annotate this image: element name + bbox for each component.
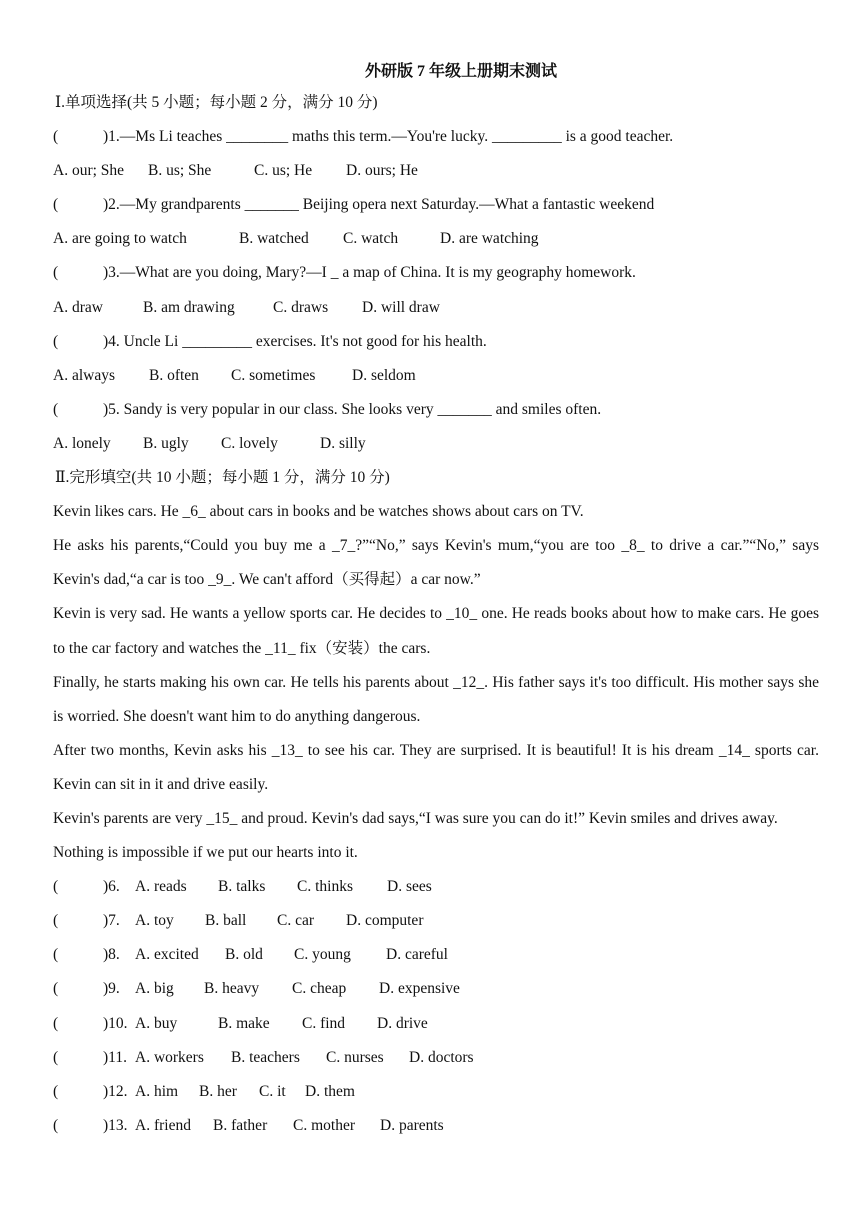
question-7: [53, 904, 819, 938]
option-d: D. will draw: [362, 298, 440, 316]
answer-blank[interactable]: (: [53, 1116, 59, 1134]
question-5-options: [53, 427, 819, 461]
question-number: )9.: [103, 980, 120, 998]
option-b: B. father: [213, 1116, 268, 1134]
option-a: A. always: [53, 366, 115, 384]
option-b: B. old: [225, 946, 263, 964]
option-b: B. ugly: [143, 434, 189, 452]
passage-paragraph: Nothing is impossible if we put our hearts into it.: [53, 844, 358, 862]
option-d: D. expensive: [379, 980, 460, 998]
answer-blank[interactable]: (: [53, 878, 59, 896]
option-d: D. computer: [346, 912, 424, 930]
option-c: C. lovely: [221, 434, 278, 452]
answer-blank[interactable]: (: [53, 264, 59, 282]
exam-page: [53, 58, 819, 1143]
section-1-heading: Ⅰ.单项选择(共 5 小题；每小题 2 分，满分 10 分): [55, 94, 378, 111]
option-c: C. sometimes: [231, 366, 316, 384]
option-c: C. thinks: [297, 878, 353, 896]
option-a: A. big: [135, 980, 174, 998]
question-number: )7.: [103, 912, 120, 930]
question-2: [53, 188, 819, 222]
question-number: )8.: [103, 946, 120, 964]
question-3: [53, 256, 819, 290]
option-c: C. find: [302, 1014, 346, 1032]
question-number: )6.: [103, 878, 120, 896]
option-a: A. buy: [135, 1014, 178, 1032]
option-a: A. workers: [135, 1048, 204, 1066]
option-c: C. watch: [343, 230, 399, 248]
answer-blank[interactable]: (: [53, 912, 59, 930]
option-d: D. parents: [380, 1116, 444, 1134]
option-a: A. him: [135, 1082, 179, 1100]
option-c: C. draws: [273, 298, 329, 316]
option-d: D. ours; He: [346, 162, 418, 180]
question-5: [53, 393, 819, 427]
option-b: B. her: [199, 1082, 237, 1100]
option-a: A. friend: [135, 1116, 191, 1134]
option-b: B. ball: [205, 912, 247, 930]
answer-blank[interactable]: (: [53, 332, 59, 350]
option-b: B. talks: [218, 878, 266, 896]
option-a: A. lonely: [53, 434, 111, 452]
option-b: B. watched: [239, 230, 309, 248]
answer-blank[interactable]: (: [53, 128, 59, 146]
question-2-options: [53, 222, 819, 256]
question-12: [53, 1075, 819, 1109]
answer-blank[interactable]: (: [53, 1082, 59, 1100]
question-stem: )4. Uncle Li _________ exercises. It's not good for his health.: [103, 332, 487, 350]
option-d: D. silly: [320, 434, 366, 452]
question-stem: )5. Sandy is very popular in our class. She looks very _______ and smiles often.: [103, 400, 602, 418]
question-3-options: [53, 291, 819, 325]
question-stem: )1.—Ms Li teaches ________ maths this term.—You're lucky. _________ is a good teacher.: [103, 128, 674, 146]
passage-paragraph: Kevin likes cars. He _6_ about cars in books and be watches shows about cars on TV.: [53, 503, 584, 521]
question-number: )13.: [103, 1116, 128, 1134]
section-2-heading: Ⅱ.完形填空(共 10 小题；每小题 1 分，满分 10 分): [55, 469, 390, 487]
passage-paragraph: After two months, Kevin asks his _13_ to see his car. They are surprised. It is beautiful! It is his dream _14_ sports car. Kevin can sit in it and drive easily.: [53, 741, 819, 793]
option-b: B. make: [218, 1014, 270, 1032]
question-number: )11.: [103, 1048, 127, 1066]
answer-blank[interactable]: (: [53, 196, 59, 214]
option-a: A. reads: [135, 878, 187, 896]
question-number: )12.: [103, 1082, 128, 1100]
option-d: D. seldom: [352, 366, 416, 384]
answer-blank[interactable]: (: [53, 1048, 59, 1066]
option-d: D. drive: [377, 1014, 428, 1032]
answer-blank[interactable]: (: [53, 980, 59, 998]
question-9: [53, 972, 819, 1006]
option-a: A. toy: [135, 912, 174, 930]
question-11: [53, 1041, 819, 1075]
answer-blank[interactable]: (: [53, 400, 59, 418]
question-stem: )3.—What are you doing, Mary?—I _ a map of China. It is my geography homework.: [103, 264, 636, 282]
passage-paragraph: Finally, he starts making his own car. He tells his parents about _12_. His father says it's too difficult. His mother says she is worried. She doesn't want him to do anything dangerous.: [53, 673, 819, 725]
option-a: A. draw: [53, 298, 103, 316]
option-d: D. careful: [386, 946, 448, 964]
question-1-options: [53, 154, 819, 188]
question-1: [53, 120, 819, 154]
option-c: C. nurses: [326, 1048, 384, 1066]
option-a: A. our; She: [53, 162, 125, 180]
option-c: C. mother: [293, 1116, 355, 1134]
option-c: C. us; He: [254, 162, 313, 180]
question-number: )10.: [103, 1014, 128, 1032]
question-13: [53, 1109, 819, 1143]
option-b: B. teachers: [231, 1048, 300, 1066]
passage-paragraph: Kevin is very sad. He wants a yellow sports car. He decides to _10_ one. He reads books about how to make cars. He goes to the car factory and watches the _11_ fix（安装）the cars.: [53, 605, 819, 657]
option-b: B. us; She: [148, 162, 212, 180]
option-d: D. are watching: [440, 230, 539, 248]
answer-blank[interactable]: (: [53, 946, 59, 964]
option-c: C. young: [294, 946, 351, 964]
option-d: D. them: [305, 1082, 355, 1100]
option-c: C. cheap: [292, 980, 347, 998]
passage-paragraph: Kevin's parents are very _15_ and proud. Kevin's dad says,“I was sure you can do it!” Kevin smiles and drives away.: [53, 809, 778, 827]
question-4-options: [53, 359, 819, 393]
option-c: C. car: [277, 912, 315, 930]
question-8: [53, 938, 819, 972]
question-10: [53, 1007, 819, 1041]
option-a: A. excited: [135, 946, 199, 964]
question-6: [53, 870, 819, 904]
passage-paragraph: He asks his parents,“Could you buy me a _7_?”“No,” says Kevin's mum,“you are too _8_ to drive a car.”“No,” says Kevin's dad,“a car is too _9_. We can't afford（买得起）a car now.”: [53, 537, 819, 589]
option-c: C. it: [259, 1082, 286, 1100]
option-b: B. am drawing: [143, 298, 235, 316]
answer-blank[interactable]: (: [53, 1014, 59, 1032]
option-a: A. are going to watch: [53, 230, 187, 248]
question-4: [53, 325, 819, 359]
page-title: 外研版 7 年级上册期末测试: [364, 63, 557, 80]
option-d: D. sees: [387, 878, 432, 896]
option-d: D. doctors: [409, 1048, 474, 1066]
question-stem: )2.—My grandparents _______ Beijing opera next Saturday.—What a fantastic weekend: [103, 196, 655, 214]
option-b: B. often: [149, 366, 199, 384]
option-b: B. heavy: [204, 980, 260, 998]
